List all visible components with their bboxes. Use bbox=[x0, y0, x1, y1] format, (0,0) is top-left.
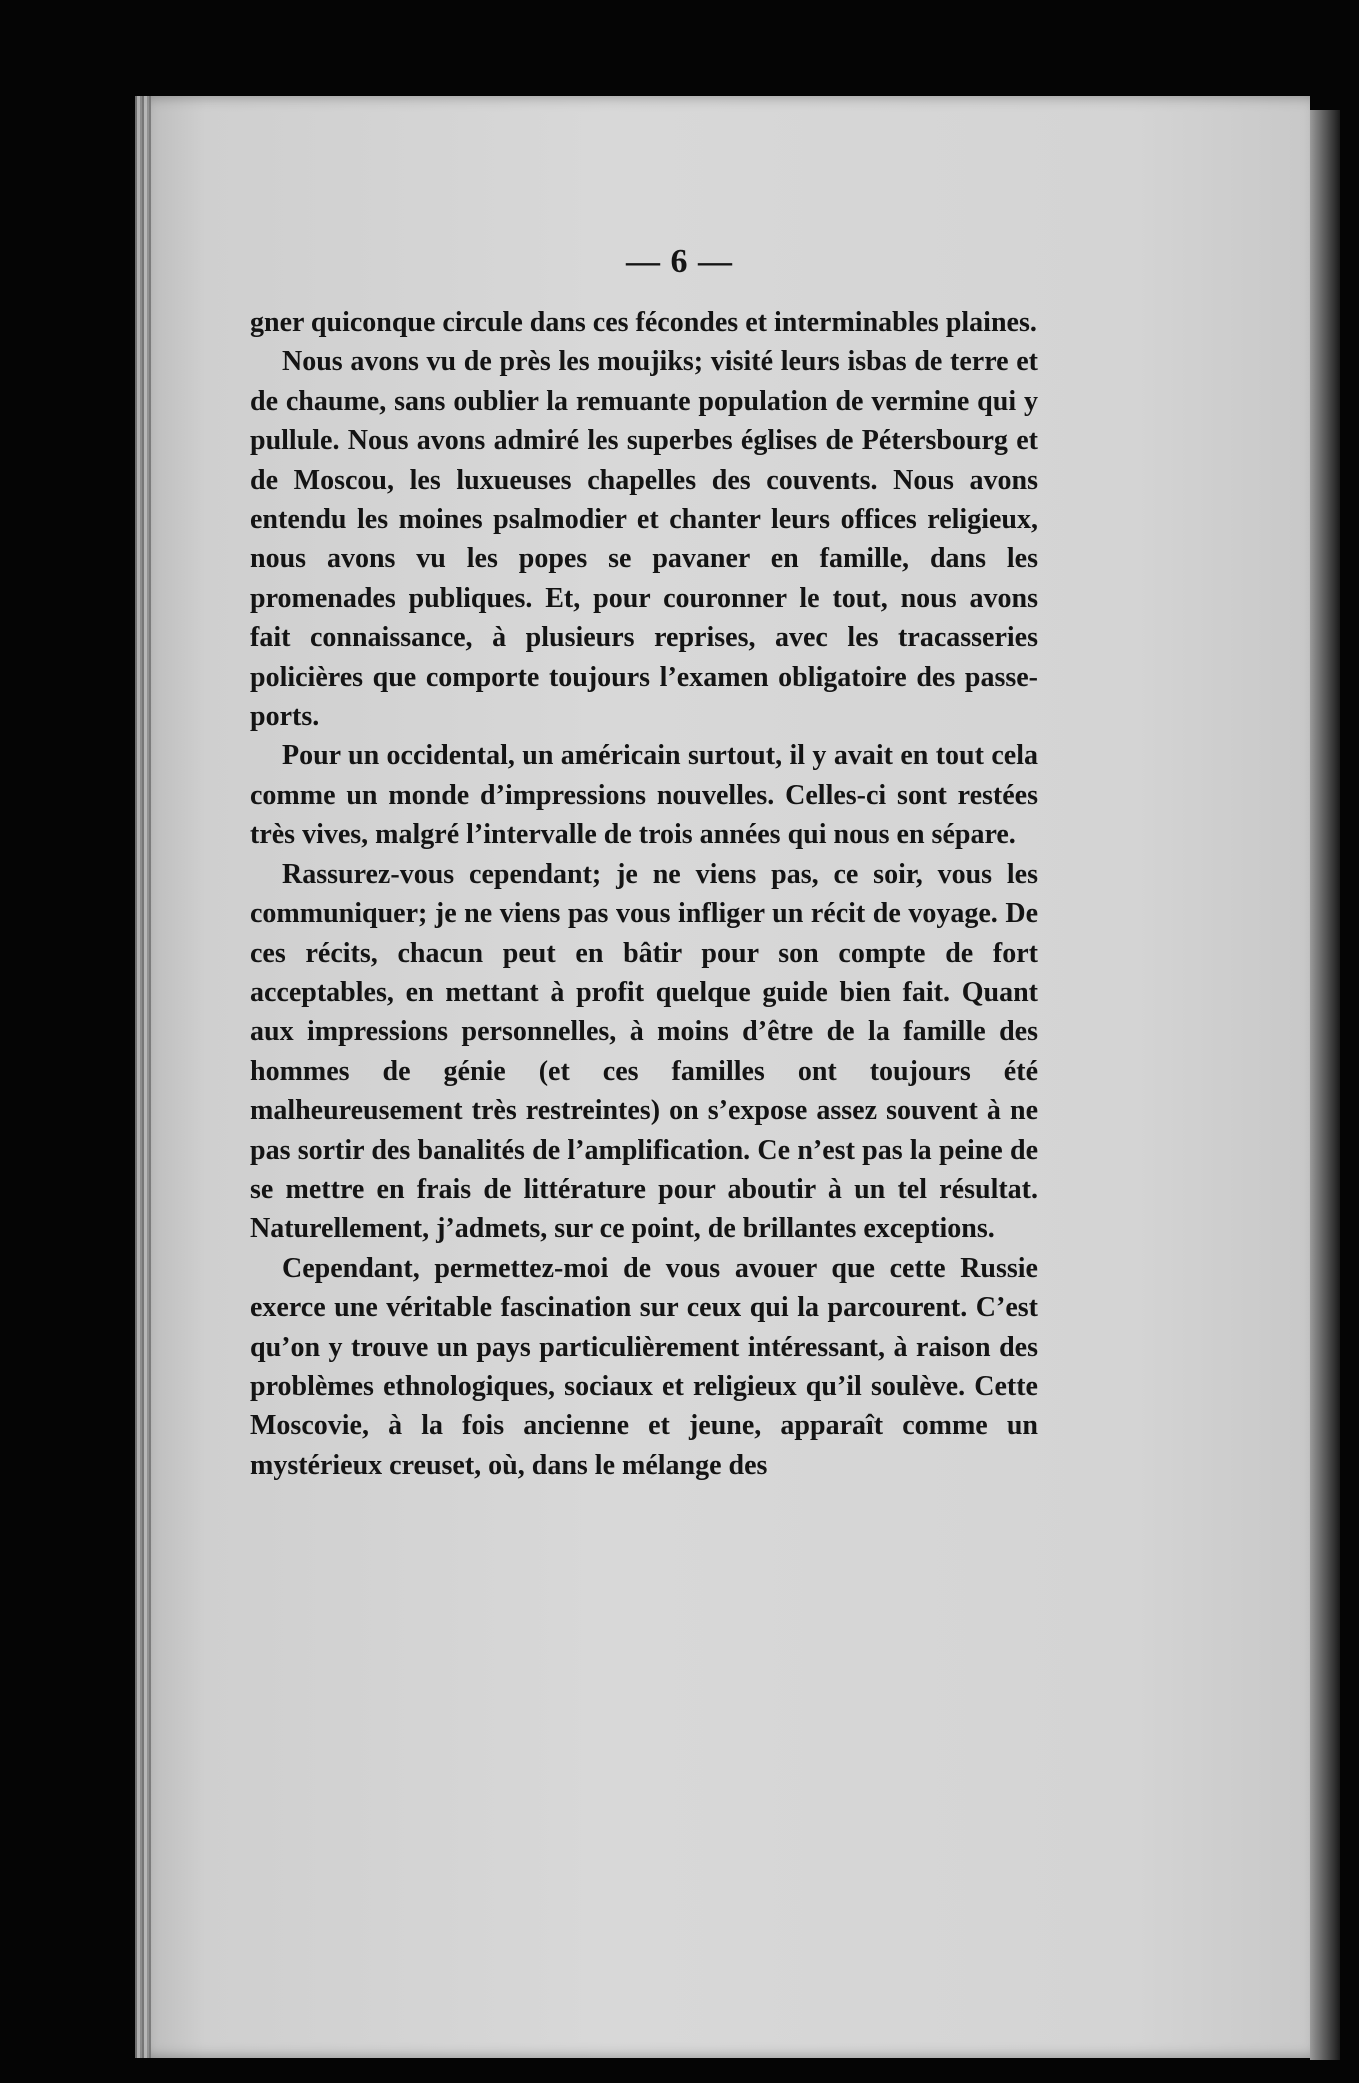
body-text bbox=[250, 303, 1038, 1485]
binding-edge bbox=[135, 96, 151, 2058]
paragraph-continued: gner quiconque circule dans ces fécondes et interminables plaines. bbox=[250, 307, 1037, 338]
paragraph: Rassurez-vous cependant; je ne viens pas, ce soir, vous les communiquer; je ne viens pas vous infliger un récit de voyage. De ces récits, chacun peut en bâtir pour son compte de fort acceptables, en mettant à profit quelque guide bien fait. Quant aux impressions personnelles, à moins d’être de la famille des hommes de génie (et ces familles ont toujours été malheureusement très restreintes) on s’expose assez souvent à ne pas sortir des banalités de l’amplification. Ce n’est pas la peine de se mettre en frais de littérature pour aboutir à un tel résultat. Naturellement, j’admets, sur ce point, de brillantes exceptions. bbox=[250, 858, 1038, 1245]
paragraph: Nous avons vu de près les moujiks; visité leurs isbas de terre et de chaume, sans oublier la remuante population de vermine qui y pullule. Nous avons admiré les superbes églises de Pétersbourg et de Moscou, les luxueuses chapelles des couvents. Nous avons entendu les moines psalmodier et chanter leurs offices religieux, nous avons vu les popes se pavaner en famille, dans les promenades publiques. Et, pour couronner le tout, nous avons fait connaissance, à plusieurs reprises, avec les tracasseries policières que comporte toujours l’examen obligatoire des passe-ports. bbox=[250, 346, 1038, 733]
adjacent-page-edge bbox=[1310, 110, 1340, 2060]
paragraph: Pour un occidental, un américain surtout, il y avait en tout cela comme un monde d’impressions nouvelles. Celles-ci sont restées très vives, malgré l’intervalle de trois années qui nous en sépare. bbox=[250, 740, 1038, 851]
paragraph: Cependant, permettez-moi de vous avouer que cette Russie exerce une véritable fascination sur ceux qui la parcourent. C’est qu’on y trouve un pays particulièrement intéressant, à raison des problèmes ethnologiques, sociaux et religieux qu’il soulève. Cette Moscovie, à la fois ancienne et jeune, apparaît comme un mystérieux creuset, où, dans le mélange des bbox=[250, 1252, 1038, 1481]
page-number: — 6 — bbox=[626, 243, 733, 280]
